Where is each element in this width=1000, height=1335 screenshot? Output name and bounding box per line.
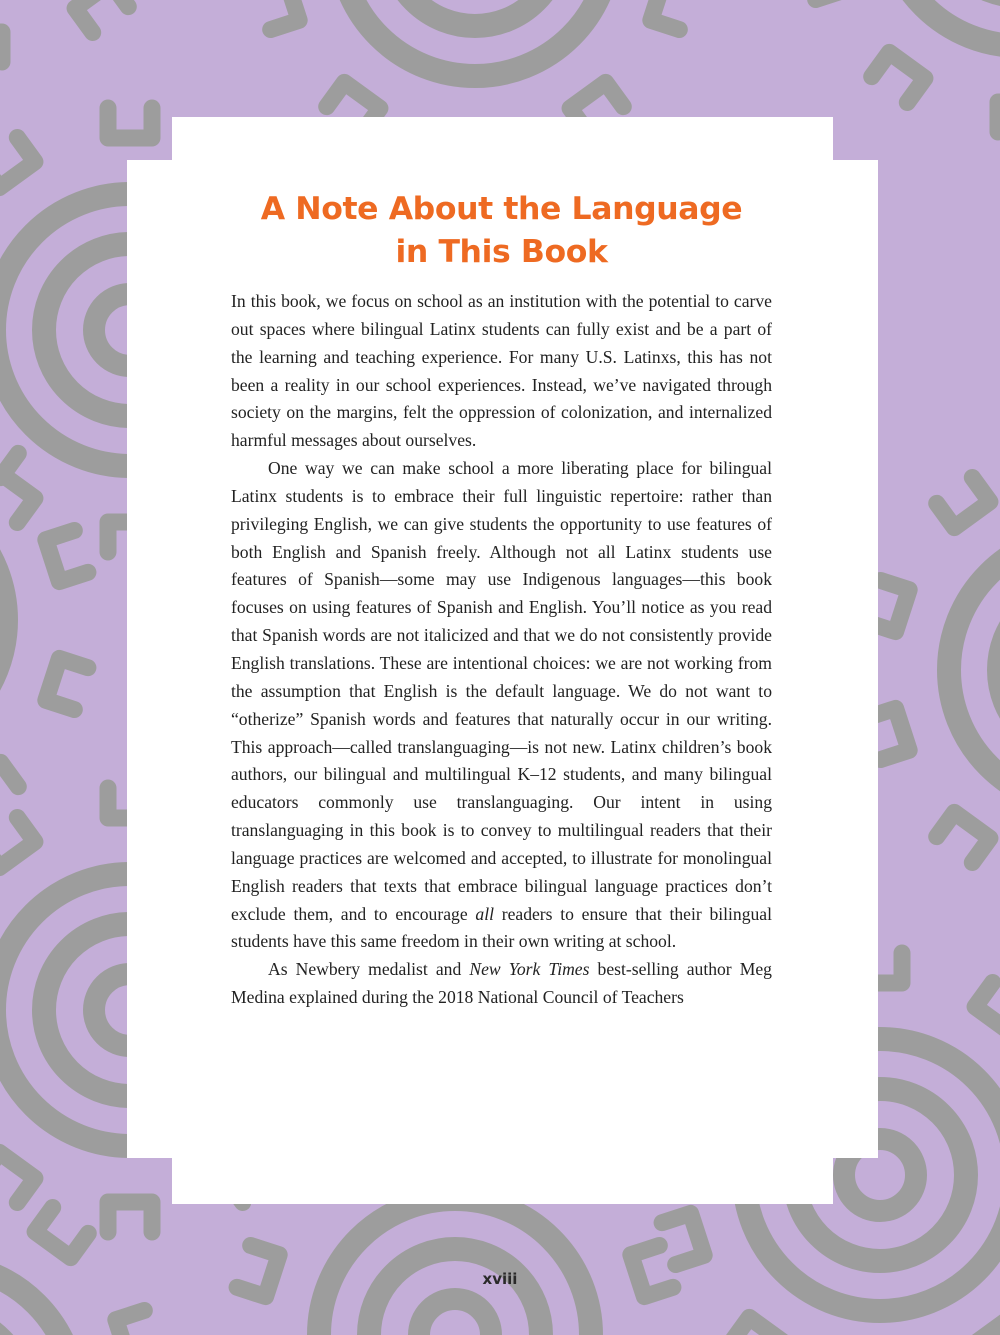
text-run: best-selling author Meg Medina explained during the 2018 National Council of Teachers — [231, 959, 772, 1008]
text-block — [231, 188, 772, 1012]
page-title — [231, 188, 772, 274]
title-line: in This Book — [395, 234, 608, 270]
body-text — [231, 288, 772, 1012]
text-run: In this book, we focus on school as an institution with the potential to carve out spaces where bilingual Latinx students can fully exist and be a part of the learning and teaching experience. For many U.S. Latinxs, this has not been a reality in our school experiences. Instead, we’ve navigated through society on the margins, felt the oppression of colonization, and internalized harmful messages about ourselves. — [231, 291, 772, 451]
italic-text: all — [475, 903, 494, 924]
page-number: xviii — [482, 1270, 518, 1288]
paragraph — [231, 956, 772, 1012]
title-line: A Note About the Language — [260, 191, 743, 227]
text-run: One way we can make school a more liberating place for bilingual Latinx students is to embrace their full linguistic repertoire: rather than privileging English, we can give students the opportunity to use features of both English and Spanish freely. Although not all Latinx students use features of Spanish—some may use Indigenous languages—this book focuses on using features of Spanish and English. You’ll notice as you read that Spanish words are not italicized and that we do not consistently provide English translations. These are intentional choices: we are not working from the assumption that English is the default language. We do not want to “otherize” Spanish words and features that naturally occur in our writing. This approach—called translanguaging—is not new. Latinx children’s book authors, our bilingual and multilingual K–12 students, and many bilingual educators commonly use translanguaging. Our intent in using translanguaging in this book is to convey to multilingual readers that their language practices are welcomed and accepted, to illustrate for monolingual English readers that texts that embrace bilingual language practices don’t exclude them, and to encourage — [231, 458, 772, 924]
paragraph — [231, 288, 772, 455]
italic-text: New York Times — [469, 959, 590, 980]
paragraph — [231, 455, 772, 956]
text-run: As Newbery medalist and — [268, 959, 470, 980]
text-run: readers to ensure that their bilingual students have this same freedom in their own writing at school. — [231, 903, 773, 952]
